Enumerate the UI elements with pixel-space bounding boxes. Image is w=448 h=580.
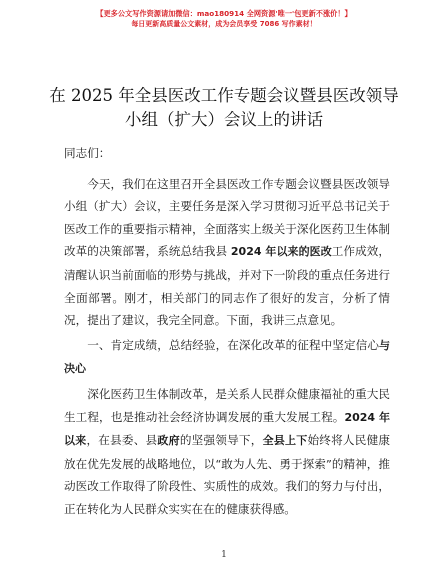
section-heading-1-bold: 与决心 (64, 338, 390, 376)
paragraph-intro-bold-1: 2024 年以来的医改 (230, 245, 332, 259)
promo-banner (0, 8, 448, 30)
paragraph-section-1-bold-3: 全县上下 (262, 434, 308, 448)
paragraph-intro-text-1: 今天，我们在这里召开全县医改工作专题会议暨县医改领导小组（扩大）会议，主要任务是深入学习贯彻习近平总书记关于医改工作的重要指示精神，全面落实上级关于深化医药卫生体制改革的决策部署，系统总结我县 (64, 176, 390, 259)
paragraph-section-1-text-1: 深化医药卫生体制改革，是关系人民群众健康福祉的重大民生工程，也是推动社会经济协调发展的重大发展工程。 (64, 386, 390, 424)
banner-line-2: 每日更新高质量公文素材，成为会员享受 7086 写作素材！ (131, 20, 317, 28)
paragraph-section-1-bold-1: 2024 年以来 (64, 410, 390, 448)
paragraph-section-1-bold-2: 政府 (157, 434, 180, 448)
paragraph-section-1-text-4: 始终将人民健康放在优先发展的战略地位，以“敢为人先、勇于探索”的精神，推动医改工作取得了阶段性、实质性的成效。我们的努力与付出，正在转化为人民群众实实在在的健康获得感。 (64, 433, 390, 516)
salutation: 同志们： (64, 146, 111, 160)
section-heading-1 (64, 334, 390, 381)
document-title (0, 84, 448, 132)
paragraph-section-1-text-2: ，在县委、县 (86, 433, 158, 448)
banner-line-1: 【更多公文写作资源请加微信：mao180914 全网资源'唯一'包更新不涨价！】 (96, 9, 352, 18)
paragraph-section-1 (64, 383, 390, 521)
paragraph-intro-text-2: 工作成效，清醒认识当前面临的形势与挑战，并对下一阶段的重点任务进行全面部署。刚才，相关部门的同志作了很好的发言，分析了情况，提出了建议，我完全同意。下面，我讲三点意见。 (64, 244, 390, 328)
section-heading-1-text: 一、肯定成绩，总结经验，在深化改革的征程中坚定信心 (87, 337, 379, 352)
paragraph-section-1-text-3: 的坚强领导下， (179, 433, 263, 448)
title-line-2: 小组（扩大）会议上的讲话 (125, 110, 323, 129)
paragraph-intro (64, 173, 390, 332)
page-number: 1 (221, 550, 227, 560)
title-line-1: 在 2025 年全县医改工作专题会议暨县医改领导 (49, 86, 399, 105)
document-body (64, 142, 390, 521)
